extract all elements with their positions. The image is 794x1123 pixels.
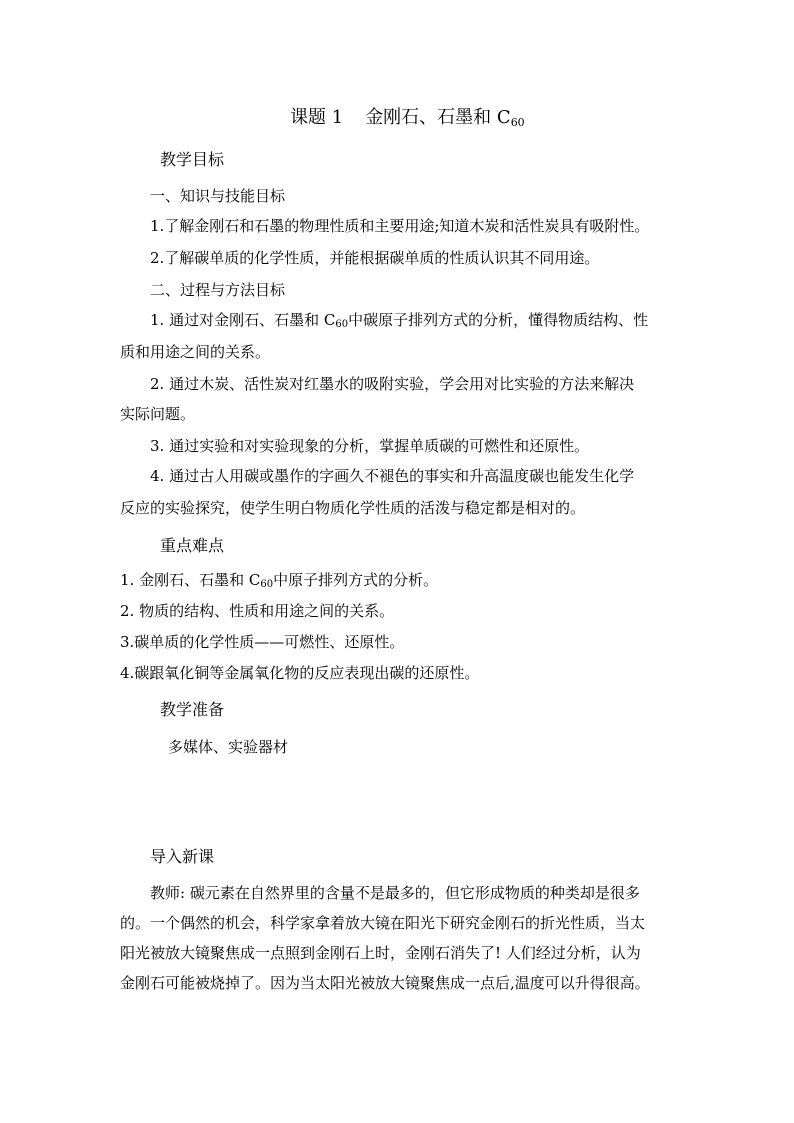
- intro-heading: 导入新课: [150, 847, 215, 866]
- knowledge-heading: 一、知识与技能目标: [150, 187, 286, 205]
- process-item-1: [150, 310, 648, 330]
- preparation-content: 多媒体、实验器材: [168, 738, 289, 756]
- intro-line-4: 金刚石可能被烧掉了。因为当太阳光被放大镜聚焦成一点后,温度可以升得很高。: [120, 974, 650, 992]
- process-heading: 二、过程与方法目标: [150, 281, 286, 299]
- key-point-2: 2. 物质的结构、性质和用途之间的关系。: [120, 602, 395, 620]
- process-item-1-text-b: 中碳原子排列方式的分析，懂得物质结构、性: [348, 311, 649, 329]
- page-title: [290, 106, 525, 135]
- title-subscript: 60: [510, 116, 525, 129]
- process-item-3: 3. 通过实验和对实验现象的分析，掌握单质碳的可燃性和还原性。: [150, 437, 590, 455]
- title-main: 金刚石、石墨和 C: [365, 107, 511, 128]
- process-item-2-cont: 实际问题。: [120, 405, 196, 423]
- process-item-1-subscript: 60: [335, 319, 349, 330]
- key-points-heading: 重点难点: [160, 536, 225, 555]
- process-item-4: 4. 通过古人用碳或墨作的字画久不褪色的事实和升高温度碳也能发生化学: [150, 467, 635, 485]
- key-point-1: [120, 570, 438, 590]
- key-point-1-subscript: 60: [260, 579, 274, 590]
- intro-line-2: 的。一个偶然的机会，科学家拿着放大镜在阳光下研究金刚石的折光性质，当太: [120, 914, 646, 932]
- process-item-1-text-a: 1. 通过对金刚石、石墨和 C: [150, 311, 336, 329]
- process-item-1-cont: 质和用途之间的关系。: [120, 343, 271, 361]
- key-point-4: 4.碳跟氧化铜等金属氧化物的反应表现出碳的还原性。: [120, 664, 480, 682]
- title-prefix: 课题 1: [290, 107, 344, 128]
- preparation-heading: 教学准备: [160, 700, 225, 719]
- key-point-1-text-b: 中原子排列方式的分析。: [273, 571, 439, 589]
- knowledge-item-2: 2.了解碳单质的化学性质，并能根据碳单质的性质认识其不同用途。: [150, 249, 600, 267]
- key-point-3: 3.碳单质的化学性质——可燃性、还原性。: [120, 633, 405, 651]
- intro-line-3: 阳光被放大镜聚焦成一点照到金刚石上时，金刚石消失了! 人们经过分析，认为: [120, 944, 641, 962]
- process-item-2: 2. 通过木炭、活性炭对红墨水的吸附实验，学会用对比实验的方法来解决: [150, 375, 635, 393]
- intro-line-1: 教师: 碳元素在自然界里的含量不是最多的，但它形成物质的种类却是很多: [150, 884, 640, 902]
- key-point-1-text-a: 1. 金刚石、石墨和 C: [120, 571, 261, 589]
- knowledge-item-1: 1.了解金刚石和石墨的物理性质和主要用途;知道木炭和活性炭具有吸附性。: [150, 217, 650, 235]
- process-item-4-cont: 反应的实验探究，使学生明白物质化学性质的活泼与稳定都是相对的。: [120, 499, 586, 517]
- objectives-heading: 教学目标: [160, 150, 225, 169]
